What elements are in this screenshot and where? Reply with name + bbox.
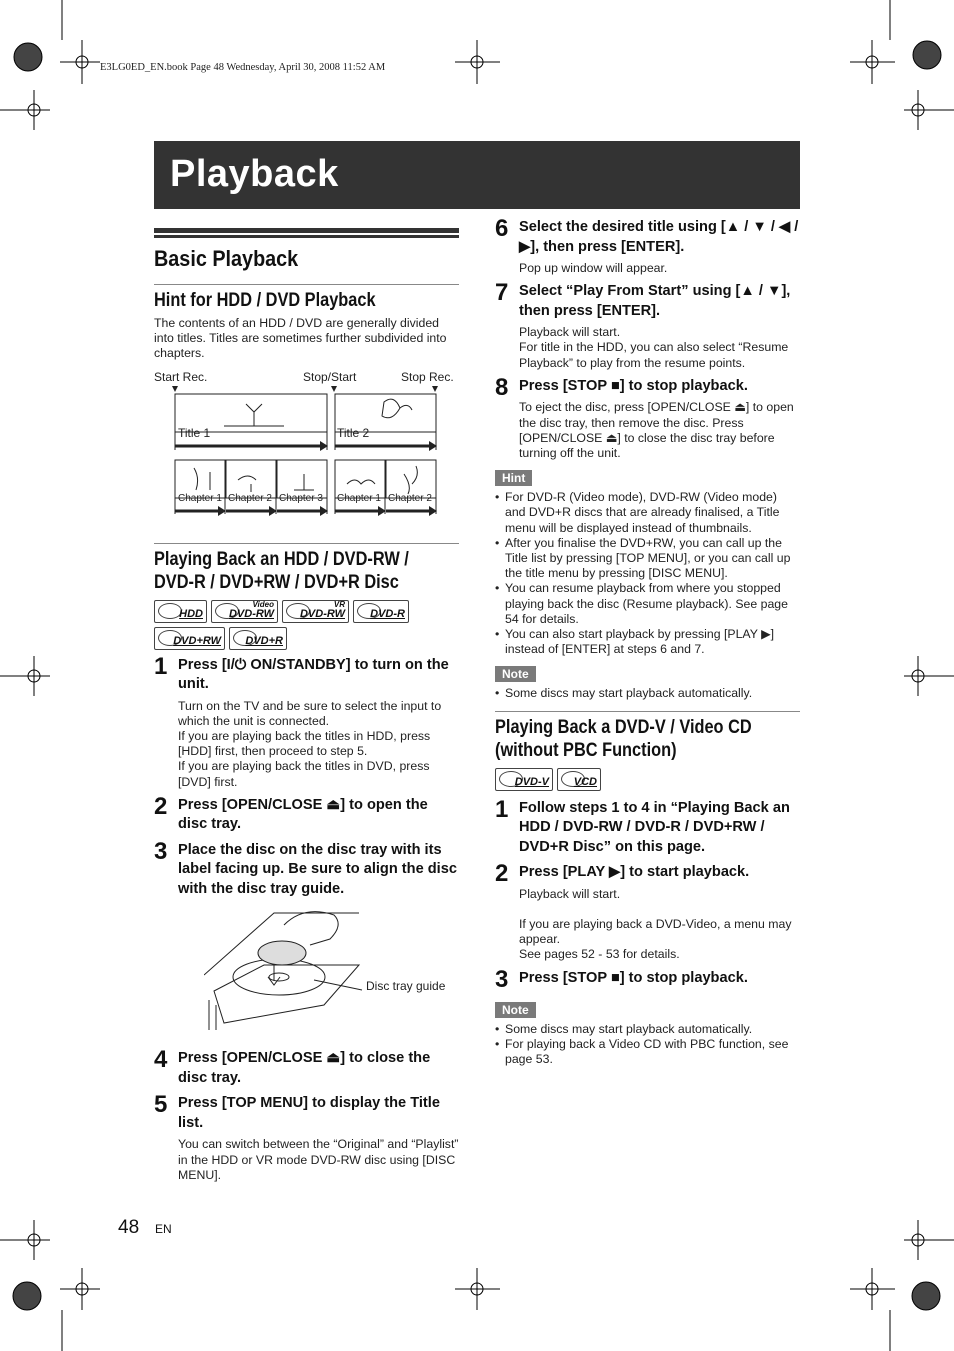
page-number: 48 xyxy=(118,1217,140,1238)
hint-item: • For DVD-R (Video mode), DVD-RW (Video mode) and DVD+R discs that are already finalised, a Title menu will be displayed instead of thumbnails. xyxy=(495,490,800,536)
hdd-badge: HDD xyxy=(154,600,207,623)
hdd-section-title-line2: DVD-R / DVD+RW / DVD+R Disc xyxy=(154,571,399,593)
stop-start-label: Stop/Start xyxy=(303,369,357,384)
dvd-rw-video-badge: Video DVD-RW xyxy=(211,600,278,623)
note-box-2 xyxy=(495,1001,800,1068)
title1-label: Title 1 xyxy=(178,425,211,440)
hint-item: • After you finalise the DVD+RW, you can call up the Title list by pressing [TOP MENU], or you can call up the title menu by pressing [DISC MENU]. xyxy=(495,536,800,582)
dvdv-section-title-line2: (without PBC Function) xyxy=(495,739,677,761)
hint-hdd-dvd-text: The contents of an HDD / DVD are generally divided into titles. Titles are sometimes further subdivided into chapters. xyxy=(154,316,447,361)
dvdv-section-title-line1: Playing Back a DVD-V / Video CD xyxy=(495,716,752,738)
right-column xyxy=(495,215,800,1067)
disc-tray-illustration xyxy=(154,905,459,1043)
dvdv-step-3: 3 Press [STOP ■] to stop playback. xyxy=(495,965,748,993)
chapter-label: Chapter 1 xyxy=(337,492,381,504)
disc-type-badges xyxy=(154,600,414,650)
dvd-v-badge: DVD-V xyxy=(495,768,553,791)
hint-hdd-dvd-title: Hint for HDD / DVD Playback xyxy=(154,290,376,311)
diagram-graphic xyxy=(154,384,459,534)
dvdv-step-2: 2 Press [PLAY ▶] to start playback. Playback will start. If you are playing back a DVD-Video, a menu may appear. See pages 52 - 53 for details. xyxy=(495,860,792,962)
start-rec-label: Start Rec. xyxy=(154,369,208,384)
note-list xyxy=(495,686,800,701)
dvd-plus-rw-badge: DVD+RW xyxy=(154,627,225,650)
step-2: 2 Press [OPEN/CLOSE ⏏] to open the disc tray. xyxy=(154,792,428,833)
note-item: • Some discs may start playback automatically. xyxy=(495,686,800,701)
page-language: EN xyxy=(155,1222,172,1236)
step-1: 1 Press [I/⏻ ON/STANDBY] to turn on the unit. Turn on the TV and be sure to select the input to which the unit is connected. If you are playing back the titles in HDD, press [HDD] first, then proceed to step 5. If you are playing back the titles in DVD, press [DVD] first. xyxy=(154,652,449,789)
vcd-badge: VCD xyxy=(557,768,601,791)
hdd-section-title-line1: Playing Back an HDD / DVD-RW / xyxy=(154,548,409,570)
step-8: 8 Press [STOP ■] to stop playback. To eject the disc, press [OPEN/CLOSE ⏏] to open the disc tray, then remove the disc. Press [OPEN/CLOSE ⏏] to close the disc tray before turning off the unit. xyxy=(495,373,794,460)
note-list xyxy=(495,1022,800,1068)
note-item: • For playing back a Video CD with PBC function, see page 53. xyxy=(495,1037,800,1067)
disc-tray-guide-label: Disc tray guide xyxy=(366,979,446,994)
chapter-label: Chapter 2 xyxy=(388,492,432,504)
step-4: 4 Press [OPEN/CLOSE ⏏] to close the disc tray. xyxy=(154,1046,431,1086)
step-7: 7 Select “Play From Start” using [▲ / ▼], then press [ENTER]. Playback will start. For title in the HDD, you can also select “Resume Playback” to play from the resume points. xyxy=(495,279,791,370)
chapter-label: Chapter 3 xyxy=(279,492,323,504)
dvdv-badges xyxy=(495,768,800,791)
chapter-label: Chapter 2 xyxy=(228,492,272,504)
chapter-label: Chapter 1 xyxy=(178,492,222,504)
step-3: 3 Place the disc on the disc tray with its label facing up. Be sure to align the disc with the disc tray guide. xyxy=(154,837,457,897)
hint-label: Hint xyxy=(495,470,532,486)
dvdv-step-1: 1 Follow steps 1 to 4 in “Playing Back an HDD / DVD-RW / DVD-R / DVD+RW / DVD+R Disc” on this page. xyxy=(495,795,790,855)
dvd-r-badge: DVD-R xyxy=(353,600,409,623)
dvd-plus-r-badge: DVD+R xyxy=(229,627,287,650)
left-column xyxy=(154,228,459,1183)
page-title: Playback xyxy=(170,153,339,195)
page-title-banner xyxy=(154,141,800,209)
hint-item: • You can also start playback by pressing [PLAY ▶] instead of [ENTER] at steps 6 and 7. xyxy=(495,627,800,657)
disc-tray-graphic xyxy=(204,905,364,1041)
note-label: Note xyxy=(495,666,536,682)
file-header: E3LG0ED_EN.book Page 48 Wednesday, April 30, 2008 11:52 AM xyxy=(100,62,386,73)
hint-box xyxy=(495,469,800,657)
stop-rec-label: Stop Rec. xyxy=(401,369,454,384)
section-title-basic-playback: Basic Playback xyxy=(154,246,299,271)
note-label: Note xyxy=(495,1002,536,1018)
step-6: 6 Select the desired title using [▲ / ▼ / ◀ / ▶], then press [ENTER]. Pop up window will appear. xyxy=(495,215,799,275)
hint-item: • You can resume playback from where you stopped playing back the disc (Resume playback). See page 54 for details. xyxy=(495,581,800,627)
title-chapter-diagram xyxy=(154,366,459,541)
note-item: • Some discs may start playback automatically. xyxy=(495,1022,800,1037)
dvd-rw-vr-badge: VR DVD-RW xyxy=(282,600,349,623)
note-box-1 xyxy=(495,665,800,701)
step-5: 5 Press [TOP MENU] to display the Title list. You can switch between the “Original” and “Playlist” in the HDD or VR mode DVD-RW disc using [DISC MENU]. xyxy=(154,1091,459,1182)
hint-list xyxy=(495,490,800,657)
title2-label: Title 2 xyxy=(337,425,370,440)
